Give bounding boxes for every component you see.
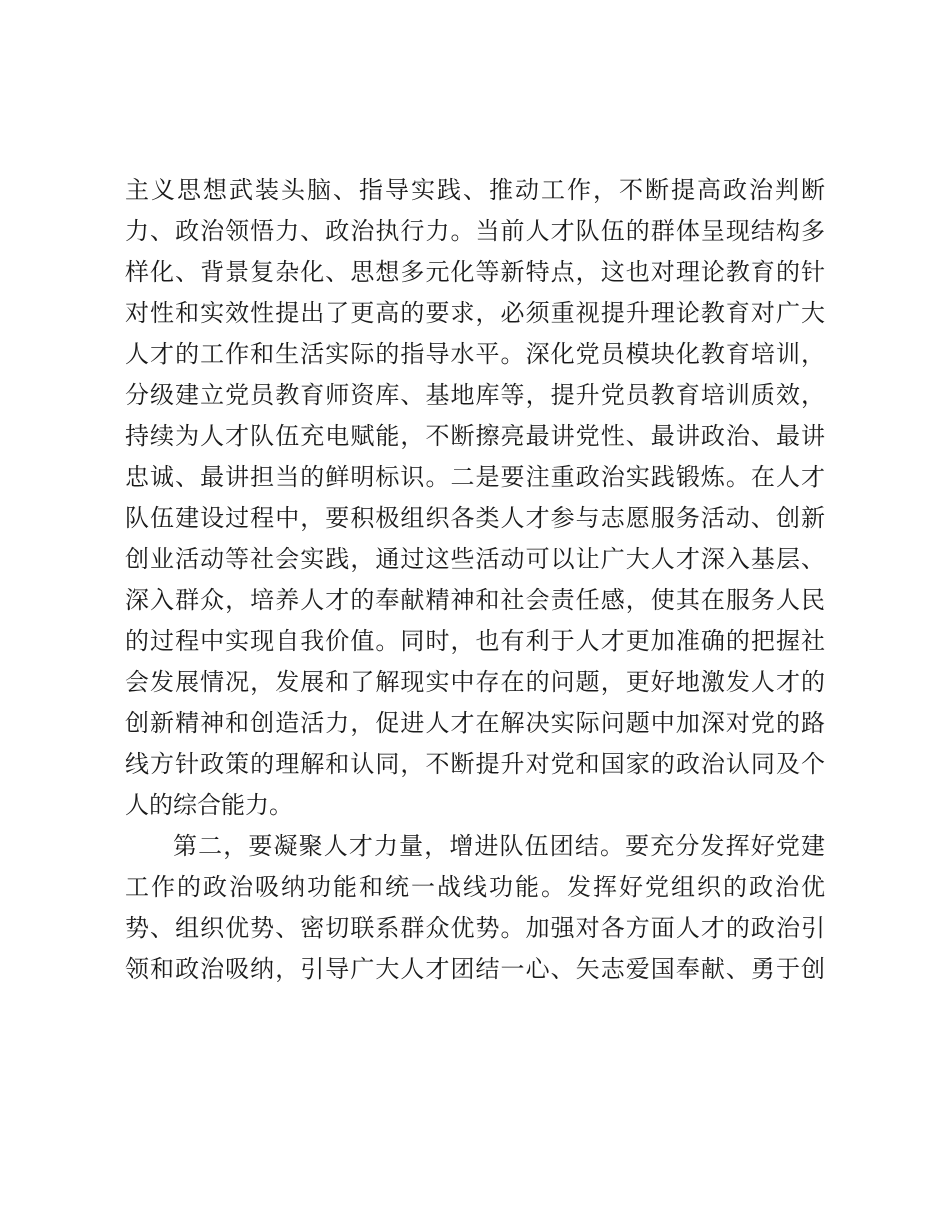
- text-line: 分级建立党员教育师资库、基地库等，提升党员教育培训质效，: [125, 381, 825, 409]
- text-line: 主义思想武装头脑、指导实践、推动工作，不断提高政治判断: [125, 176, 825, 204]
- text-line: 创业活动等社会实践，通过这些活动可以让广大人才深入基层、: [125, 545, 825, 573]
- text-line: 样化、背景复杂化、思想多元化等新特点，这也对理论教育的针: [125, 258, 825, 286]
- text-line: 会发展情况，发展和了解现实中存在的问题，更好地激发人才的: [125, 668, 825, 696]
- text-line: 领和政治吸纳，引导广大人才团结一心、矢志爱国奉献、勇于创: [125, 955, 825, 983]
- text-line: 持续为人才队伍充电赋能，不断擦亮最讲党性、最讲政治、最讲: [125, 422, 825, 450]
- text-line: 人的综合能力。: [125, 791, 293, 819]
- text-line: 队伍建设过程中，要积极组织各类人才参与志愿服务活动、创新: [125, 504, 825, 532]
- paragraph-1: [125, 170, 825, 826]
- text-line: 忠诚、最讲担当的鲜明标识。二是要注重政治实践锻炼。在人才: [125, 463, 825, 491]
- text-line: 第二，要凝聚人才力量，增进队伍团结。要充分发挥好党建: [173, 832, 825, 860]
- body-text: [125, 170, 825, 990]
- text-line: 工作的政治吸纳功能和统一战线功能。发挥好党组织的政治优: [125, 873, 825, 901]
- text-line: 对性和实效性提出了更高的要求，必须重视提升理论教育对广大: [125, 299, 825, 327]
- text-line: 力、政治领悟力、政治执行力。当前人才队伍的群体呈现结构多: [125, 217, 825, 245]
- text-line: 创新精神和创造活力，促进人才在解决实际问题中加深对党的路: [125, 709, 825, 737]
- text-line: 的过程中实现自我价值。同时，也有利于人才更加准确的把握社: [125, 627, 825, 655]
- text-line: 深入群众，培养人才的奉献精神和社会责任感，使其在服务人民: [125, 586, 825, 614]
- text-line: 线方针政策的理解和认同，不断提升对党和国家的政治认同及个: [125, 750, 825, 778]
- paragraph-2: [125, 826, 825, 990]
- text-line: 人才的工作和生活实际的指导水平。深化党员模块化教育培训，: [125, 340, 825, 368]
- text-line: 势、组织优势、密切联系群众优势。加强对各方面人才的政治引: [125, 914, 825, 942]
